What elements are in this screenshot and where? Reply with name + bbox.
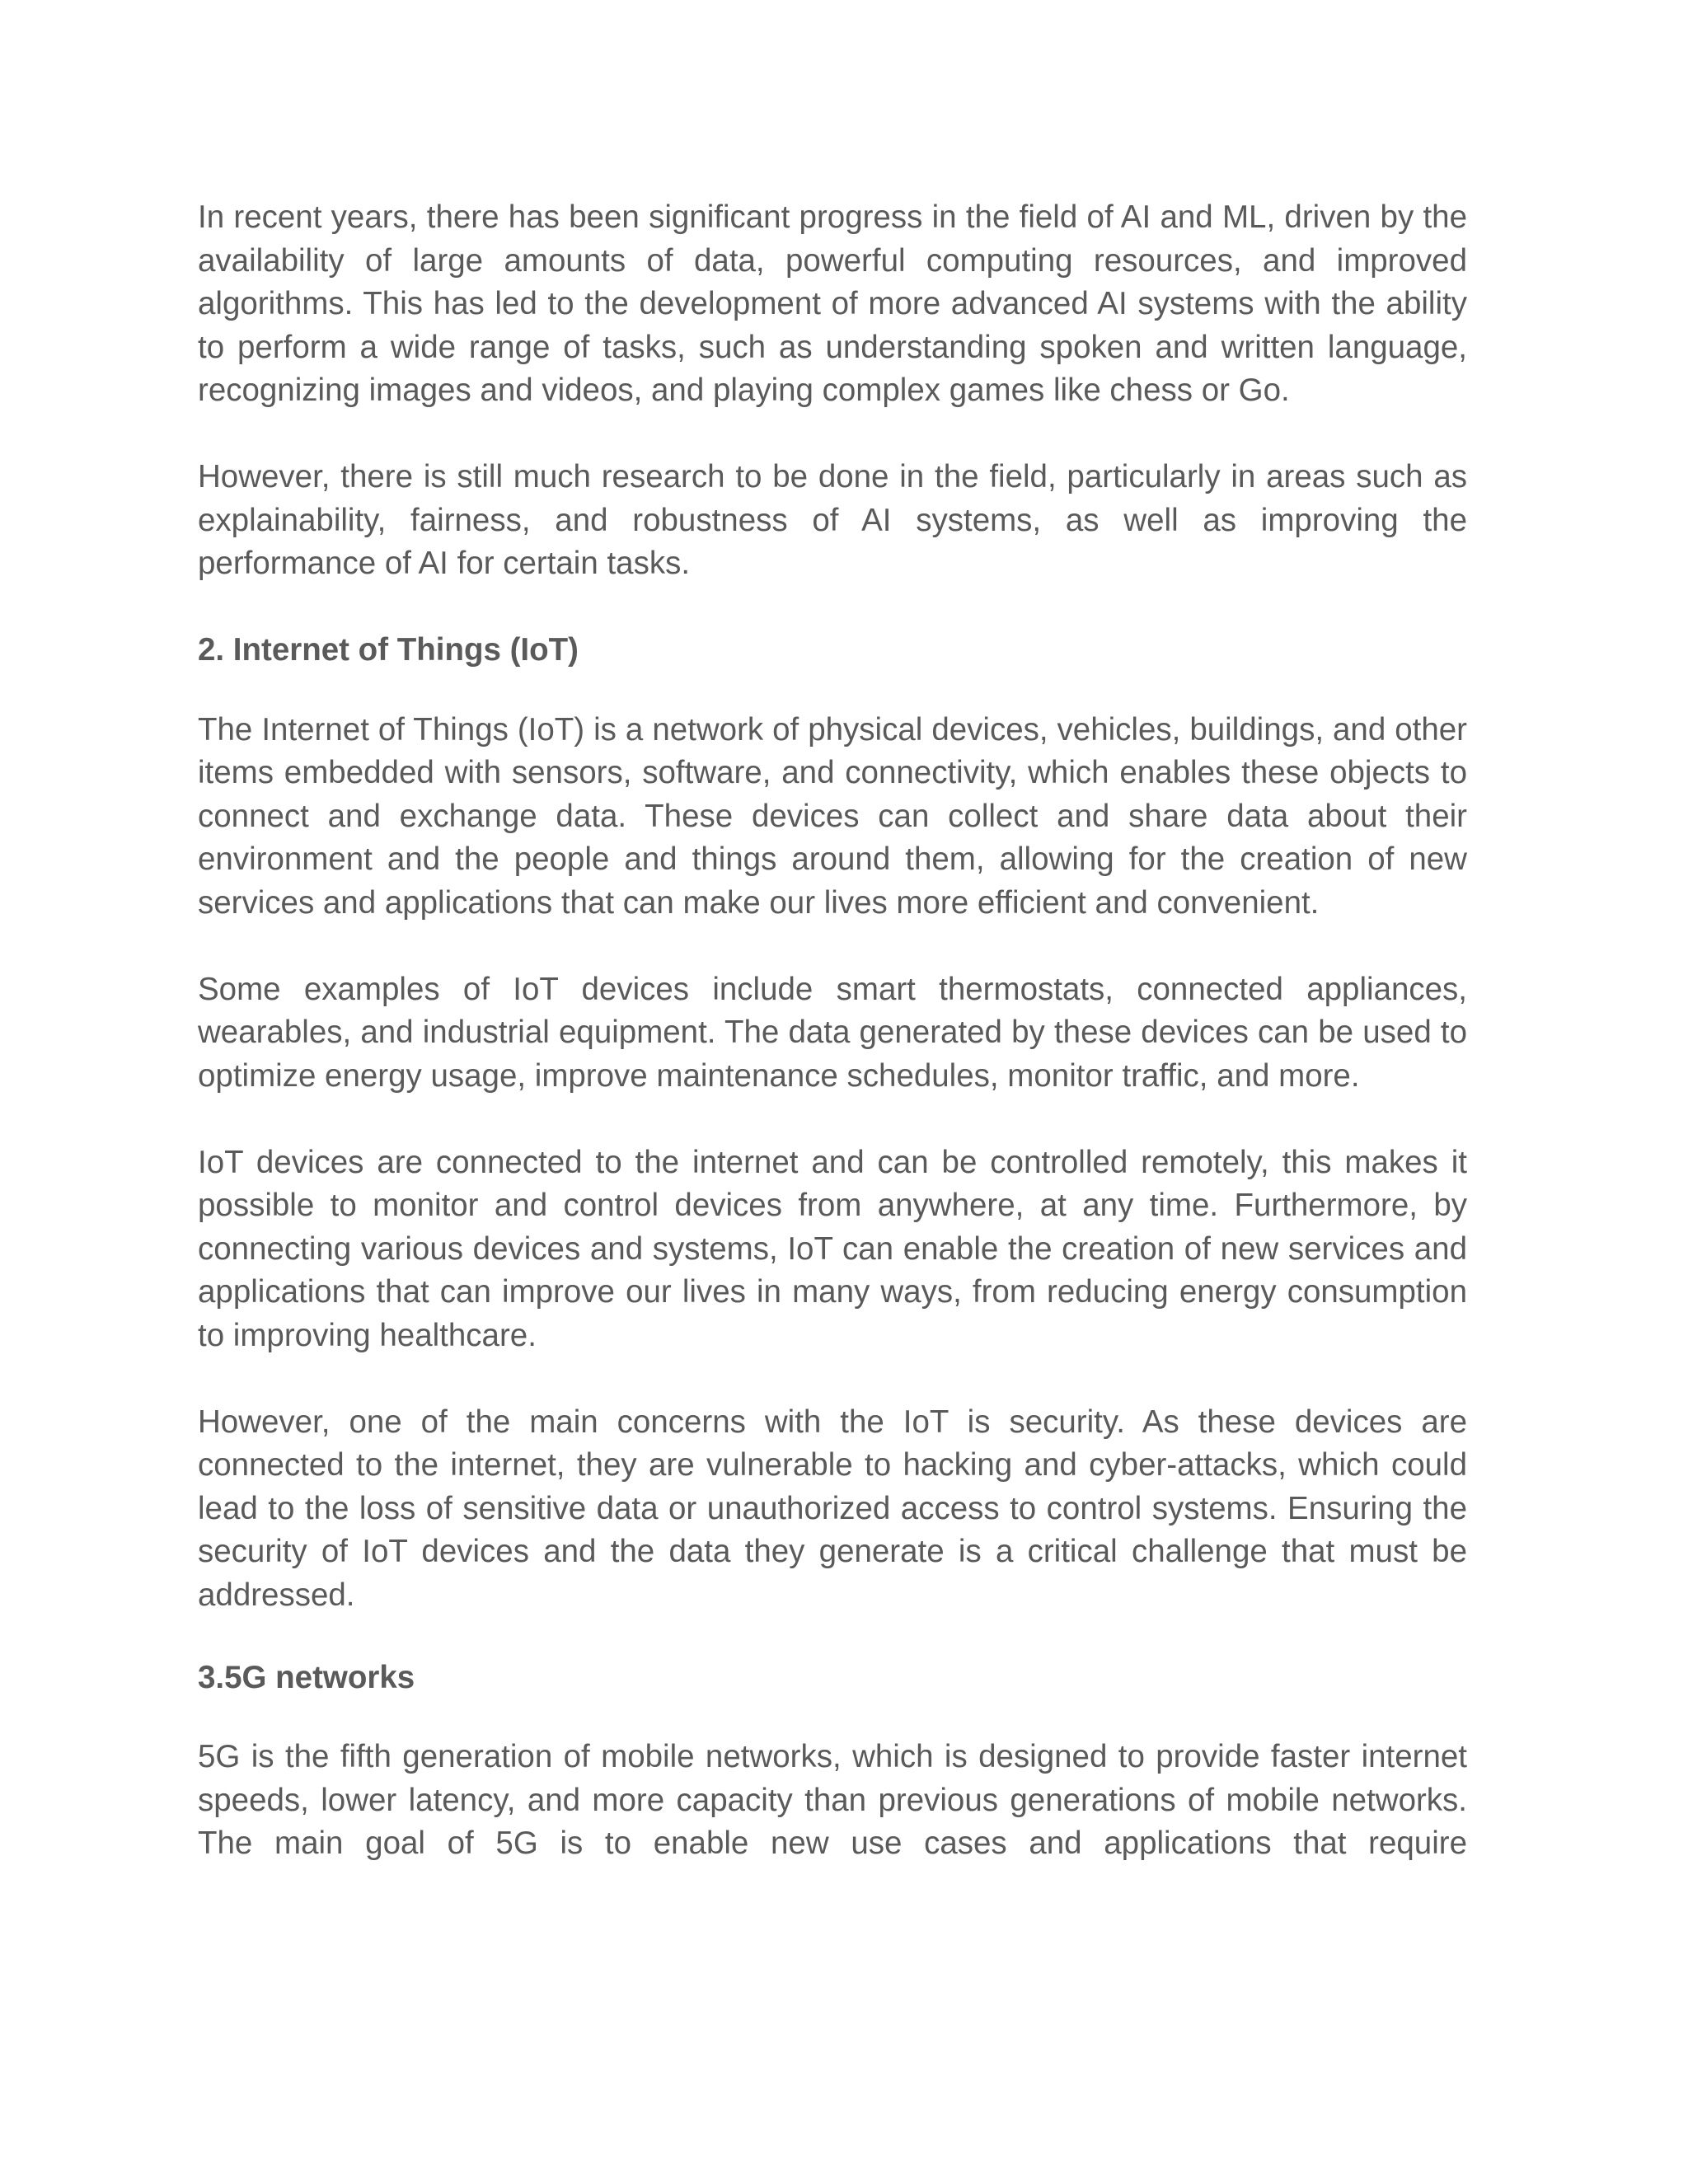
section-heading-iot: 2. Internet of Things (IoT)	[198, 632, 579, 668]
paragraph-ai-research: However, there is still much research to be done in the field, particularly in areas such as explainability, fairness, and robustness of AI systems, as well as improving the performance of AI for certain tasks.	[198, 459, 1467, 581]
section-heading-5g: 3.5G networks	[198, 1659, 415, 1695]
paragraph-5g-intro: 5G is the fifth generation of mobile networks, which is designed to provide faster internet speeds, lower latency, and more capacity than previous generations of mobile networks. The main goal of 5G is to enable new use cases and applications that require	[198, 1739, 1467, 1861]
document-body	[198, 196, 1467, 1866]
paragraph-iot-security: However, one of the main concerns with the IoT is security. As these devices are connected to the internet, they are vulnerable to hacking and cyber-attacks, which could lead to the loss of sensitive data or unauthorized access to control systems. Ensuring the security of IoT devices and the data they generate is a critical challenge that must be addressed.	[198, 1404, 1467, 1613]
paragraph-ai-progress: In recent years, there has been significant progress in the field of AI and ML, driven by the availability of large amounts of data, powerful computing resources, and improved algorithms. This has led to the development of more advanced AI systems with the ability to perform a wide range of tasks, such as understanding spoken and written language, recognizing images and videos, and playing complex games like chess or Go.	[198, 199, 1467, 408]
paragraph-iot-examples: Some examples of IoT devices include smart thermostats, connected appliances, wearables, and industrial equipment. The data generated by these devices can be used to optimize energy usage, improve maintenance schedules, monitor traffic, and more.	[198, 971, 1467, 1094]
paragraph-iot-remote-control: IoT devices are connected to the internet and can be controlled remotely, this makes it possible to monitor and control devices from anywhere, at any time. Furthermore, by connecting various devices and systems, IoT can enable the creation of new services and applications that can improve our lives in many ways, from reducing energy consumption to improving healthcare.	[198, 1144, 1467, 1353]
paragraph-iot-definition: The Internet of Things (IoT) is a network of physical devices, vehicles, buildings, and other items embedded with sensors, software, and connectivity, which enables these objects to connect and exchange data. These devices can collect and share data about their environment and the people and things around them, allowing for the creation of new services and applications that can make our lives more efficient and convenient.	[198, 711, 1467, 921]
